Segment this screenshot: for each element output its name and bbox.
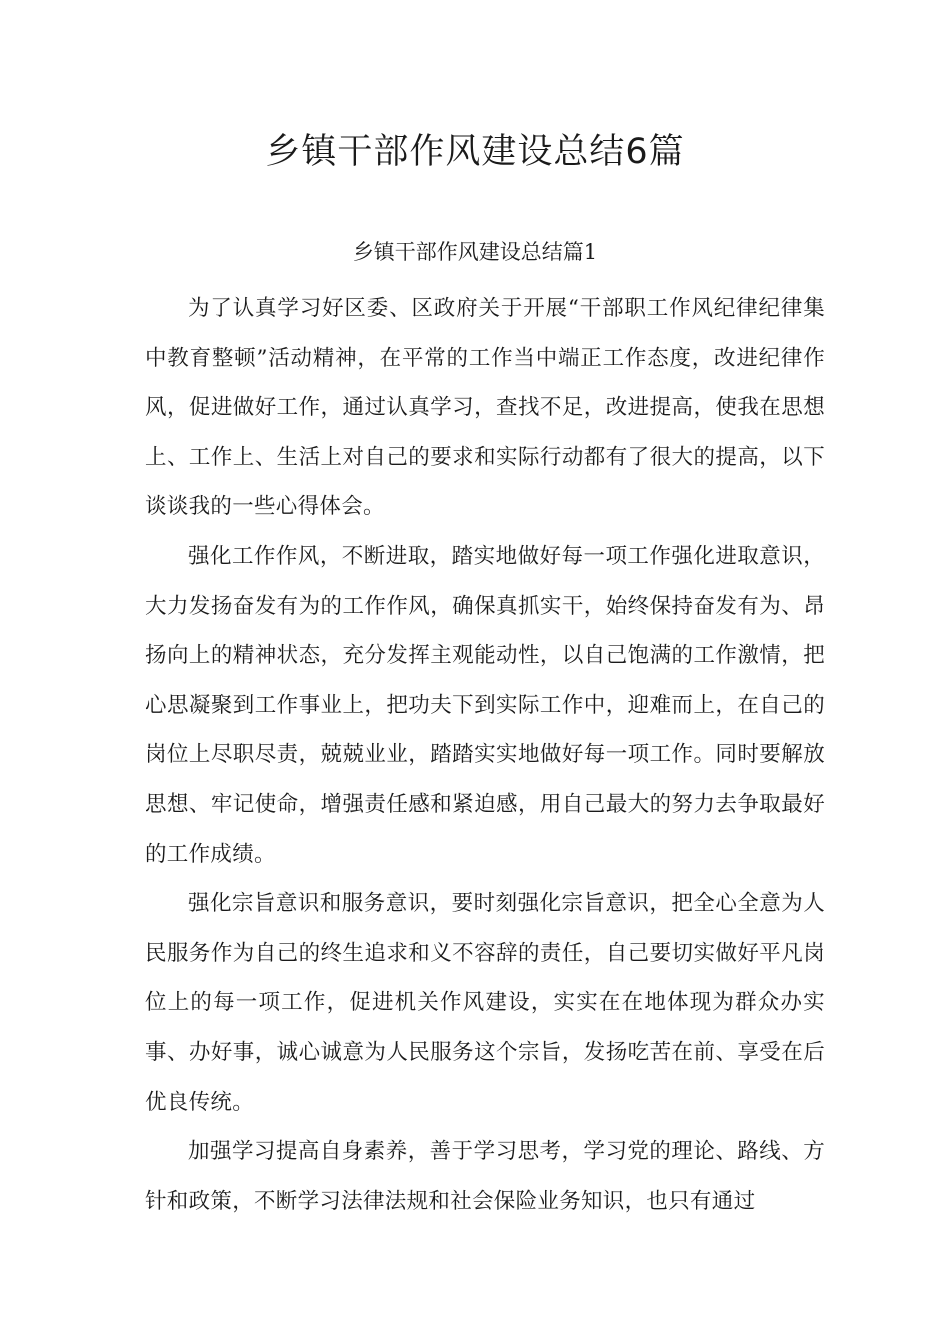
- document-title: 乡镇干部作风建设总结6篇: [265, 132, 685, 172]
- body-text: [145, 284, 825, 1226]
- section-heading: 乡镇干部作风建设总结篇1: [352, 240, 598, 264]
- paragraph: 强化宗旨意识和服务意识，要时刻强化宗旨意识，把全心全意为人民服务作为自己的终生追求和义不容辞的责任，自己要切实做好平凡岗位上的每一项工作，促进机关作风建设，实实在在地体现为群众办实事、办好事，诚心诚意为人民服务这个宗旨，发扬吃苦在前、享受在后优良传统。: [145, 891, 825, 1115]
- paragraph: 为了认真学习好区委、区政府关于开展“干部职工作风纪律纪律集中教育整顿”活动精神，在平常的工作当中端正工作态度，改进纪律作风，促进做好工作，通过认真学习，查找不足，改进提高，使我在思想上、工作上、生活上对自己的要求和实际行动都有了很大的提高，以下谈谈我的一些心得体会。: [145, 296, 825, 520]
- paragraph: 加强学习提高自身素养，善于学习思考，学习党的理论、路线、方针和政策，不断学习法律法规和社会保险业务知识，也只有通过: [145, 1139, 825, 1214]
- paragraph: 强化工作作风，不断进取，踏实地做好每一项工作强化进取意识，大力发扬奋发有为的工作作风，确保真抓实干，始终保持奋发有为、昂扬向上的精神状态，充分发挥主观能动性，以自己饱满的工作激情，把心思凝聚到工作事业上，把功夫下到实际工作中，迎难而上，在自己的岗位上尽职尽责，兢兢业业，踏踏实实地做好每一项工作。同时要解放思想、牢记使命，增强责任感和紧迫感，用自己最大的努力去争取最好的工作成绩。: [145, 543, 825, 867]
